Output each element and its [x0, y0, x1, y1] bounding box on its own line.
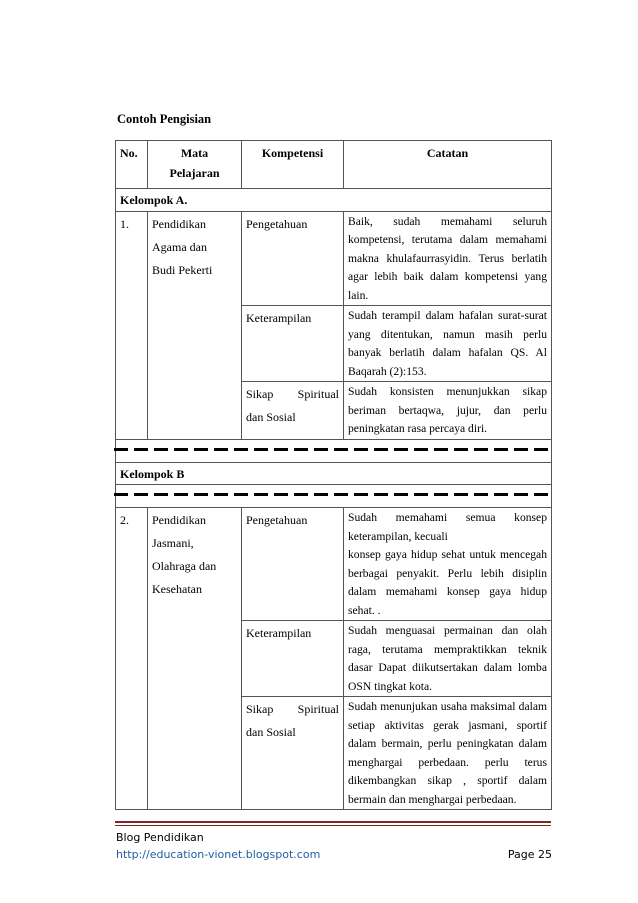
row2-subject-line: Pendidikan: [152, 513, 206, 527]
row2-catatan-2: Sudah menguasai permainan dan olah raga, terutama mempraktikkan teknik dasar Dapat diikutsertakan dalam lomba OSN tingkat kota.: [344, 621, 552, 697]
section-heading: Contoh Pengisian: [117, 112, 212, 126]
kompetensi-word: Spiritual: [297, 387, 339, 401]
kompetensi-line: [246, 383, 339, 406]
kompetensi-word: Spiritual: [297, 702, 339, 716]
row2-no: 2.: [116, 508, 148, 810]
group-b-label: Kelompok B: [116, 462, 552, 485]
torn-separator: [116, 485, 552, 508]
footer-url-link[interactable]: http://education-vionet.blogspot.com: [116, 848, 321, 861]
row2-catatan-1: [344, 508, 552, 621]
header-kompetensi: Kompetensi: [242, 141, 344, 189]
header-mata-pelajaran: [148, 141, 242, 189]
table-row: [116, 508, 552, 621]
row2-kompetensi-1: Pengetahuan: [242, 508, 344, 621]
assessment-table: [115, 140, 552, 810]
header-mapel-line1: Mata: [180, 146, 209, 160]
page-footer: [116, 829, 552, 863]
row2-kompetensi-3: [242, 697, 344, 810]
dash-line: [114, 493, 553, 496]
footer-blog-title: Blog Pendidikan: [116, 831, 204, 844]
row1-kompetensi-2: Keterampilan: [242, 306, 344, 382]
header-no: No.: [116, 141, 148, 189]
table-header-row: [116, 141, 552, 189]
catatan-part: Sudah memahami semua konsep keterampilan, kecuali: [348, 511, 547, 543]
row2-subject: [148, 508, 242, 810]
row1-kompetensi-3: [242, 382, 344, 440]
row2-catatan-3: Sudah menunjukan usaha maksimal dalam setiap aktivitas gerak jasmani, sportif dalam bermain, perlu peningkatan dalam menghargai perbedaan. perlu terus dikembangkan sikap , sportif dalam bermain dan menghargai perbedaan.: [344, 697, 552, 810]
footer-rule-thick: [115, 821, 551, 823]
row1-no: 1.: [116, 211, 148, 439]
group-a-label: Kelompok A.: [116, 189, 552, 212]
row1-subject: [148, 211, 242, 439]
row1-subject-line: Pendidikan: [152, 216, 206, 231]
kompetensi-line: dan Sosial: [246, 410, 296, 424]
row1-subject-line: Agama dan: [152, 239, 207, 254]
row2-subject-line: Olahraga dan: [152, 559, 217, 573]
row2-subject-line: Kesehatan: [152, 582, 202, 596]
group-a-row: [116, 189, 552, 212]
group-b-row: [116, 462, 552, 485]
footer-page-number: Page 25: [507, 848, 552, 861]
row2-kompetensi-2: Keterampilan: [242, 621, 344, 697]
header-mapel-line2: Pelajaran: [169, 165, 220, 180]
catatan-part: konsep gaya hidup sehat untuk mencegah berbagai penyakit. Perlu lebih disiplin dalam memahami konsep gaya hidup sehat. .: [348, 548, 547, 617]
dashed-cut-line: [116, 485, 552, 508]
dashed-cut-line: [116, 439, 552, 462]
table-row: [116, 211, 552, 306]
kompetensi-word: Sikap: [246, 702, 274, 716]
row1-catatan-2: Sudah terampil dalam hafalan surat-surat yang ditentukan, namun masih perlu banyak berlatih dalam hafalan QS. Al Baqarah (2):153.: [344, 306, 552, 382]
footer-rule-thin: [115, 825, 551, 826]
header-catatan: Catatan: [344, 141, 552, 189]
row1-catatan-3: Sudah konsisten menunjukkan sikap beriman bertaqwa, jujur, dan perlu peningkatan rasa percaya diri.: [344, 382, 552, 440]
kompetensi-word: Sikap: [246, 387, 274, 401]
kompetensi-line: [246, 698, 339, 721]
torn-separator: [116, 439, 552, 462]
row1-kompetensi-1: Pengetahuan: [242, 211, 344, 306]
row2-subject-line: Jasmani,: [152, 536, 194, 550]
dash-line: [114, 448, 553, 451]
row1-catatan-1: Baik, sudah memahami seluruh kompetensi, terutama dalam memahami makna khulafaurrasyidin. Terus berlatih agar lebih baik dalam kompetensi yang lain.: [344, 211, 552, 306]
row1-subject-line: Budi Pekerti: [152, 262, 213, 277]
kompetensi-line: dan Sosial: [246, 725, 296, 739]
